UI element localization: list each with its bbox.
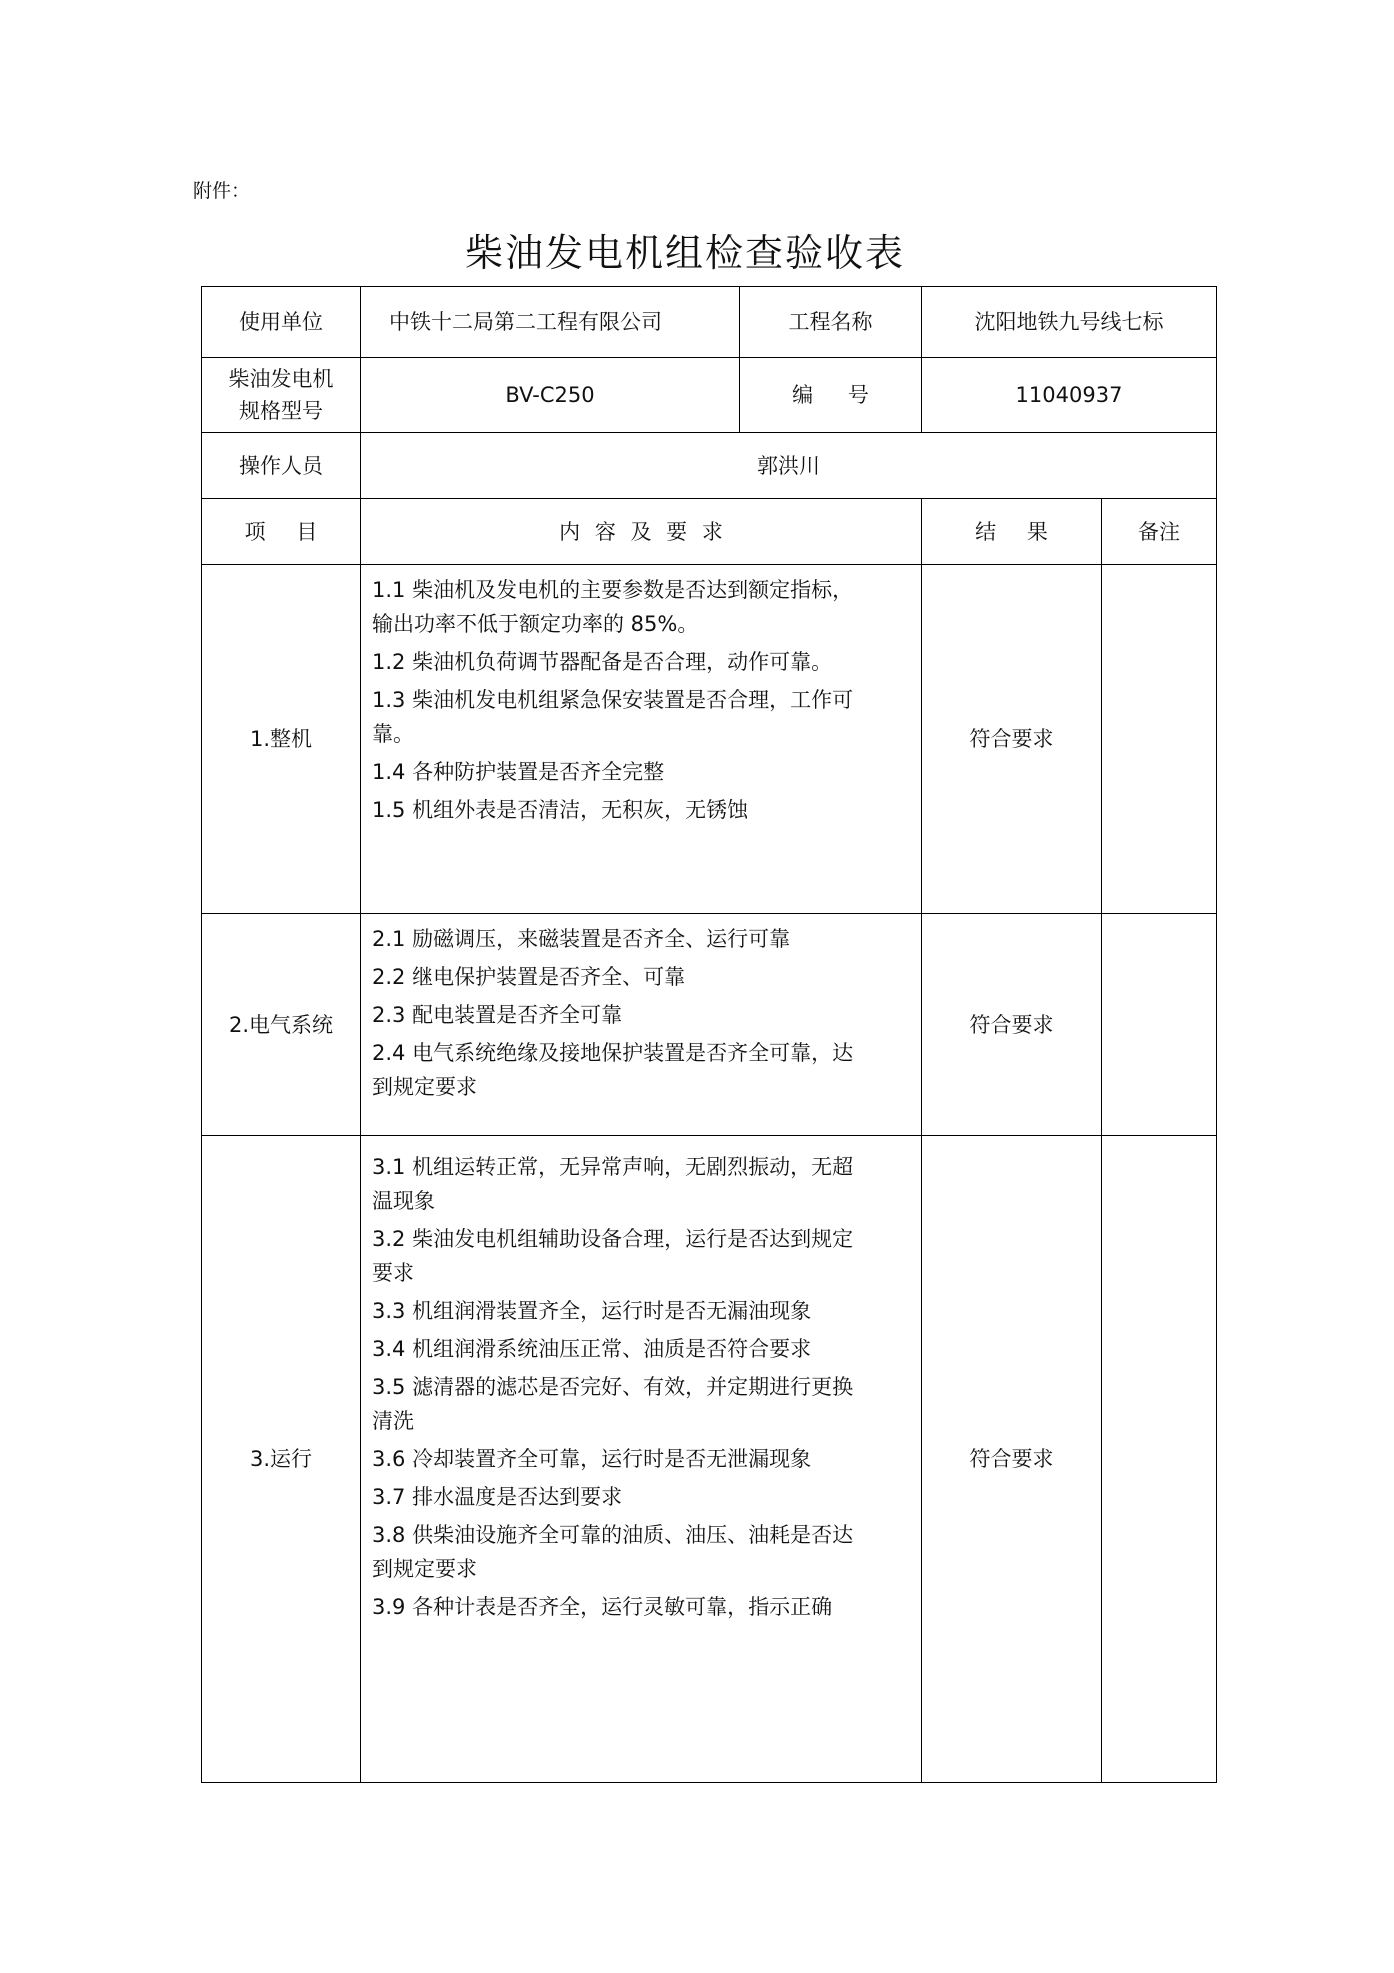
header-content: 内 容 及 要 求 [361,499,922,565]
section-item: 3.运行 [202,1136,361,1783]
document-title: 柴油发电机组检查验收表 [464,231,905,275]
requirement-item: 2.3 配电装置是否齐全可靠 [372,1003,623,1027]
section-row [202,1136,1217,1783]
unit-value: 中铁十二局第二工程有限公司 [361,287,740,358]
requirement-item: 3.7 排水温度是否达到要求 [372,1485,623,1509]
requirement-item: 1.1 柴油机及发电机的主要参数是否达到额定指标，输出功率不低于额定功率的 85%。 [372,578,854,636]
section-requirements [361,1136,922,1783]
requirement-item: 3.9 各种计表是否齐全，运行灵敏可靠，指示正确 [372,1595,833,1619]
requirement-item: 3.2 柴油发电机组辅助设备合理，运行是否达到规定要求 [372,1227,854,1285]
section-remark [1102,1136,1217,1783]
row-unit-project [202,287,1217,358]
header-result: 结 果 [922,499,1102,565]
number-value: 11040937 [922,358,1217,433]
project-label: 工程名称 [740,287,922,358]
requirement-item: 3.6 冷却装置齐全可靠，运行时是否无泄漏现象 [372,1447,812,1471]
model-label-line1: 柴油发电机 [228,367,334,391]
model-label-line2: 规格型号 [239,399,323,423]
header-remark: 备注 [1102,499,1217,565]
requirement-item: 3.4 机组润滑系统油压正常、油质是否符合要求 [372,1337,812,1361]
requirement-item: 3.3 机组润滑装置齐全，运行时是否无漏油现象 [372,1299,812,1323]
requirement-item: 2.4 电气系统绝缘及接地保护装置是否齐全可靠，达到规定要求 [372,1041,854,1099]
header-item: 项 目 [202,499,361,565]
requirement-item: 1.5 机组外表是否清洁，无积灰，无锈蚀 [372,798,749,822]
requirement-item: 2.2 继电保护装置是否齐全、可靠 [372,965,686,989]
section-requirements [361,565,922,914]
requirement-item: 3.8 供柴油设施齐全可靠的油质、油压、油耗是否达到规定要求 [372,1523,854,1581]
model-label [202,358,361,433]
section-row [202,914,1217,1136]
attachment-label: 附件： [193,180,251,202]
row-model-number [202,358,1217,433]
section-result: 符合要求 [922,1136,1102,1783]
section-item: 2.电气系统 [202,914,361,1136]
number-label: 编 号 [740,358,922,433]
section-remark [1102,565,1217,914]
inspection-form-table [201,286,1217,1783]
operator-value: 郭洪川 [361,433,1217,499]
requirement-item: 1.4 各种防护装置是否齐全完整 [372,760,665,784]
section-row [202,565,1217,914]
unit-label: 使用单位 [202,287,361,358]
section-requirements [361,914,922,1136]
row-operator [202,433,1217,499]
section-result: 符合要求 [922,565,1102,914]
requirement-item: 3.5 滤清器的滤芯是否完好、有效，并定期进行更换清洗 [372,1375,854,1433]
model-value: BV-C250 [361,358,740,433]
requirement-item: 1.2 柴油机负荷调节器配备是否合理，动作可靠。 [372,650,833,674]
requirement-item: 3.1 机组运转正常，无异常声响，无剧烈振动，无超温现象 [372,1155,854,1213]
project-value: 沈阳地铁九号线七标 [922,287,1217,358]
operator-label: 操作人员 [202,433,361,499]
row-headers [202,499,1217,565]
section-result: 符合要求 [922,914,1102,1136]
requirement-item: 2.1 励磁调压，来磁装置是否齐全、运行可靠 [372,927,791,951]
requirement-item: 1.3 柴油机发电机组紧急保安装置是否合理，工作可靠。 [372,688,854,746]
section-remark [1102,914,1217,1136]
section-item: 1.整机 [202,565,361,914]
